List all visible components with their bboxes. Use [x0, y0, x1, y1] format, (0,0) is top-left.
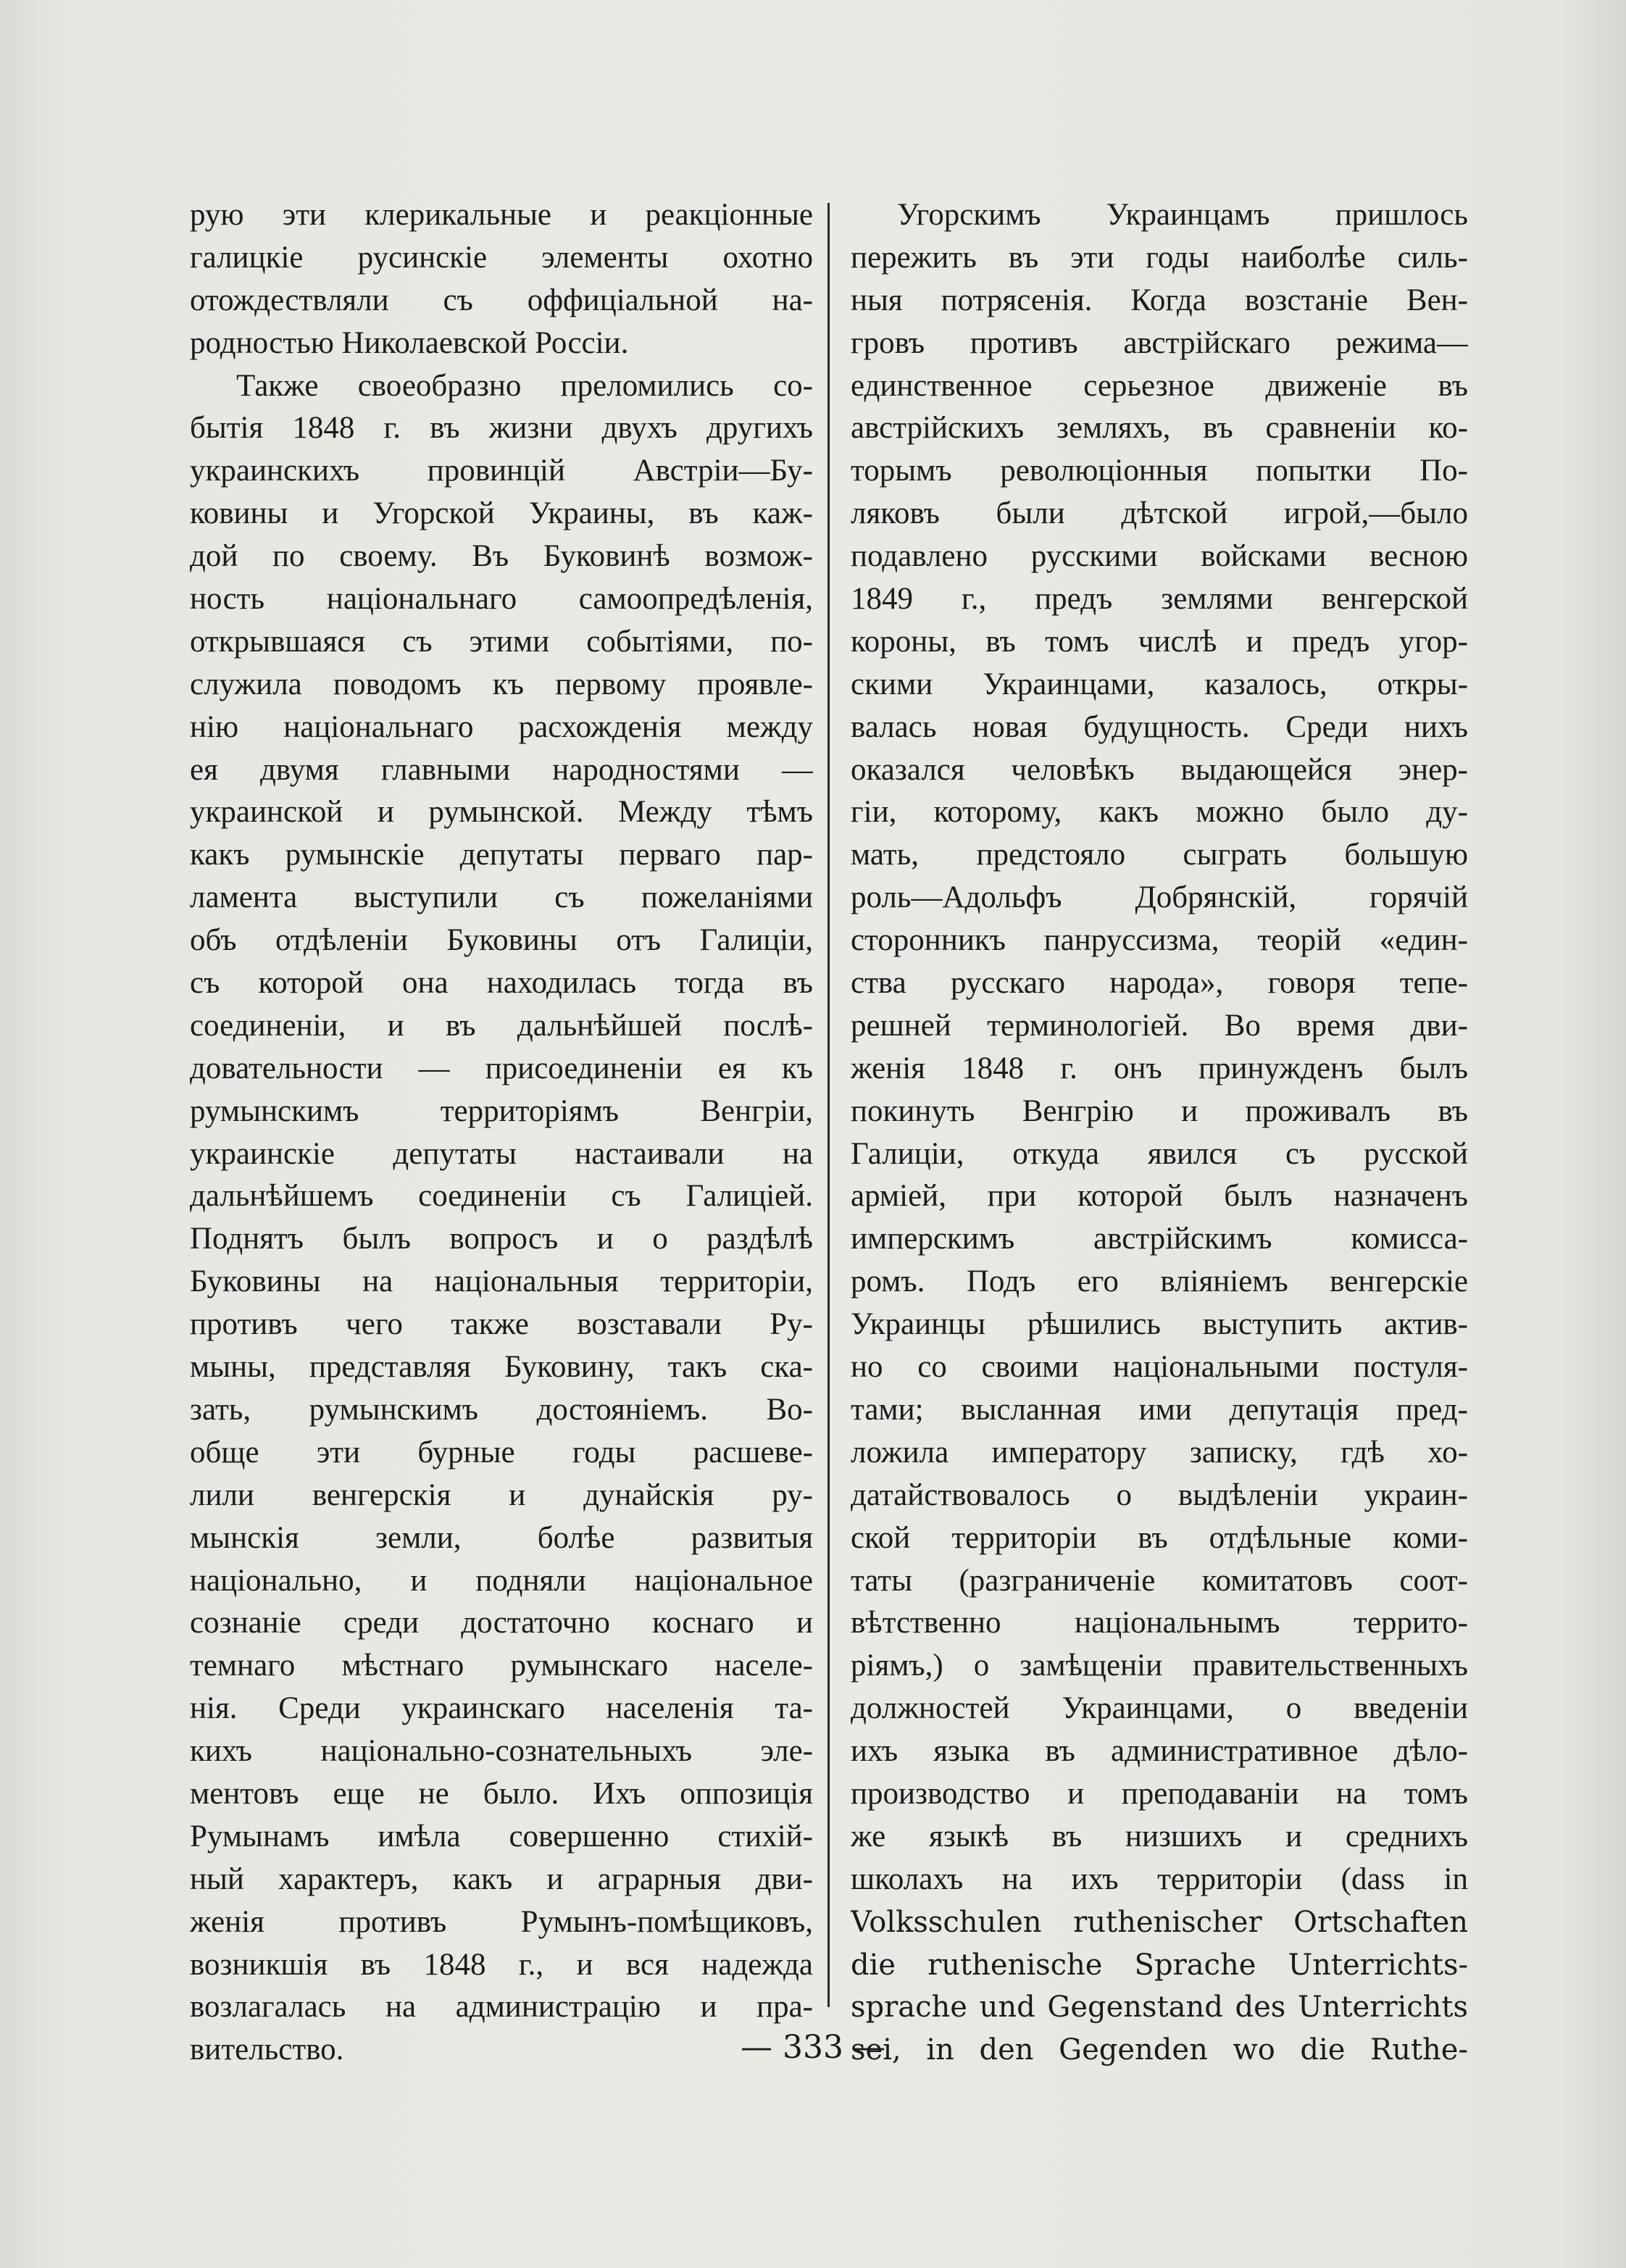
text-line: украинскихъ провинцій Австріи—Бу- — [190, 454, 813, 488]
text-line: имперскимъ австрійскимъ комисса- — [851, 1222, 1468, 1256]
text-line: Украинцы рѣшились выступить актив- — [851, 1307, 1468, 1342]
text-line: ской территоріи въ отдѣльные коми- — [851, 1520, 1468, 1555]
text-line: ріямъ,) о замѣщеніи правительственныхъ — [851, 1648, 1468, 1683]
text-line: ства русскаго народа», говоря тепе- — [851, 966, 1468, 1001]
text-line: же языкѣ въ низшихъ и среднихъ — [851, 1819, 1468, 1854]
text-line: украинскіе депутаты настаивали на — [190, 1136, 813, 1171]
text-line: родностью Николаевской Россіи. — [190, 325, 629, 360]
text-line: датайствовалось о выдѣленіи украин- — [851, 1477, 1468, 1512]
text-line: румынскимъ территоріямъ Венгріи, — [190, 1093, 813, 1128]
left-text-column — [190, 194, 813, 2072]
text-line: ляковъ были дѣтской игрой,—было — [851, 496, 1468, 531]
text-line: ментовъ еще не было. Ихъ оппозиція — [190, 1776, 813, 1811]
text-line: возлагалась на администрацію и пра- — [190, 1990, 813, 2025]
text-line: валась новая будущность. Среди нихъ — [851, 709, 1468, 744]
text-line: решней терминологіей. Во время дви- — [851, 1008, 1468, 1043]
text-line: короны, въ томъ числѣ и предъ угор- — [851, 624, 1468, 659]
text-line: объ отдѣленіи Буковины отъ Галиціи, — [190, 923, 813, 958]
text-line: оказался человѣкъ выдающейся энер- — [851, 752, 1468, 787]
text-line: украинской и румынской. Между тѣмъ — [190, 795, 813, 830]
text-line: довательности — присоединеніи ея къ — [190, 1051, 813, 1085]
text-line: скими Украинцами, казалось, откры- — [851, 667, 1468, 701]
text-line: покинуть Венгрію и проживалъ въ — [851, 1093, 1468, 1128]
text-line: Volksschulen ruthenischer Ortschaften — [851, 1905, 1468, 1939]
text-line: мыны, представляя Буковину, такъ ска- — [190, 1350, 813, 1385]
text-line: вѣтственно національнымъ террито- — [851, 1606, 1468, 1640]
text-line: служила поводомъ къ первому проявле- — [190, 667, 813, 701]
text-line: обще эти бурные годы расшеве- — [190, 1435, 813, 1469]
text-line: отождествляли съ оффиціальной на- — [190, 283, 813, 317]
text-line: арміей, при которой былъ назначенъ — [851, 1179, 1468, 1214]
text-line: бытія 1848 г. въ жизни двухъ другихъ — [190, 411, 813, 446]
text-line: кихъ національно-сознательныхъ эле- — [190, 1734, 813, 1769]
text-line: нія. Среди украинскаго населенія та- — [190, 1691, 813, 1726]
text-line: пережить въ эти годы наиболѣе силь- — [851, 240, 1468, 275]
text-line: Поднятъ былъ вопросъ и о раздѣлѣ — [190, 1222, 813, 1256]
text-line: открывшаяся съ этими событіями, по- — [190, 624, 813, 659]
text-line: должностей Украинцами, о введеніи — [851, 1691, 1468, 1726]
text-line: ный характеръ, какъ и аграрныя дви- — [190, 1861, 813, 1896]
text-line: сторонникъ панруссизма, теорій «един- — [851, 923, 1468, 958]
text-line: sprache und Gegenstand des Unterrichts — [851, 1990, 1468, 2025]
text-line: подавлено русскими войсками весною — [851, 539, 1468, 574]
text-line: зать, румынскимъ достояніемъ. Во- — [190, 1392, 813, 1427]
text-line: ламента выступили съ пожеланіями — [190, 880, 813, 915]
right-text-column — [851, 194, 1468, 2072]
text-line: противъ чего также возставали Ру- — [190, 1307, 813, 1342]
text-line: гровъ противъ австрійскаго режима— — [851, 325, 1468, 360]
text-line: соединеніи, и въ дальнѣйшей послѣ- — [190, 1008, 813, 1043]
text-line: торымъ революціонныя попытки По- — [851, 454, 1468, 488]
text-line: національно, и подняли національное — [190, 1563, 813, 1598]
text-line: мать, предстояло сыграть большую — [851, 838, 1468, 872]
text-line: ныя потрясенія. Когда возстаніе Вен- — [851, 283, 1468, 317]
text-line: таты (разграниченіе комитатовъ соот- — [851, 1563, 1468, 1598]
text-line: темнаго мѣстнаго румынскаго населе- — [190, 1648, 813, 1683]
text-line: единственное серьезное движеніе въ — [851, 368, 1468, 403]
text-line: нію національнаго расхожденія между — [190, 709, 813, 744]
text-line: ность національнаго самоопредѣленія, — [190, 582, 813, 617]
text-line: ея двумя главными народностями — — [190, 752, 813, 787]
column-divider-rule — [827, 203, 830, 2007]
text-line: рую эти клерикальные и реакціонные — [190, 198, 813, 232]
text-line: съ которой она находилась тогда въ — [190, 966, 813, 1001]
text-line: Также своеобразно преломились со- — [236, 368, 813, 403]
text-line: Угорскимъ Украинцамъ пришлось — [897, 198, 1468, 232]
text-line: женія 1848 г. онъ принужденъ былъ — [851, 1051, 1468, 1085]
text-line: возникшія въ 1848 г., и вся надежда — [190, 1947, 813, 1982]
text-line: Буковины на національныя территоріи, — [190, 1264, 813, 1299]
text-line: школахъ на ихъ территоріи (dass in — [851, 1861, 1468, 1896]
text-line: мынскія земли, болѣе развитыя — [190, 1520, 813, 1555]
text-line: роль—Адольфъ Добрянскій, горячій — [851, 880, 1468, 915]
text-line: Румынамъ имѣла совершенно стихій- — [190, 1819, 813, 1854]
text-line: австрійскихъ земляхъ, въ сравненіи ко- — [851, 411, 1468, 446]
text-line: женія противъ Румынъ-помѣщиковъ, — [190, 1904, 813, 1939]
text-line: 1849 г., предъ землями венгерской — [851, 582, 1468, 617]
text-line: ихъ языка въ административное дѣло- — [851, 1734, 1468, 1769]
text-line: галицкіе русинскіе элементы охотно — [190, 240, 813, 275]
text-line: ромъ. Подъ его вліяніемъ венгерскіе — [851, 1264, 1468, 1299]
text-line: какъ румынскіе депутаты перваго пар- — [190, 838, 813, 872]
text-line: ложила императору записку, гдѣ хо- — [851, 1435, 1468, 1469]
page-number: — 333 — — [741, 2029, 885, 2066]
text-line: вительство. — [190, 2033, 344, 2067]
text-line: die ruthenische Sprache Unterrichts- — [851, 1948, 1468, 1982]
text-line: дальнѣйшемъ соединеніи съ Галиціей. — [190, 1179, 813, 1214]
text-line: sei, in den Gegenden wo die Ruthe- — [851, 2033, 1468, 2067]
text-line: но со своими національными постуля- — [851, 1350, 1468, 1385]
text-line: гіи, которому, какъ можно было ду- — [851, 795, 1468, 830]
text-line: ковины и Угорской Украины, въ каж- — [190, 496, 813, 531]
text-line: дой по своему. Въ Буковинѣ возмож- — [190, 539, 813, 574]
text-line: производство и преподаваніи на томъ — [851, 1776, 1468, 1811]
text-line: тами; высланная ими депутація пред- — [851, 1392, 1468, 1427]
text-line: сознаніе среди достаточно коснаго и — [190, 1606, 813, 1640]
text-line: лили венгерскія и дунайскія ру- — [190, 1477, 813, 1512]
text-line: Галиціи, откуда явился съ русской — [851, 1136, 1468, 1171]
